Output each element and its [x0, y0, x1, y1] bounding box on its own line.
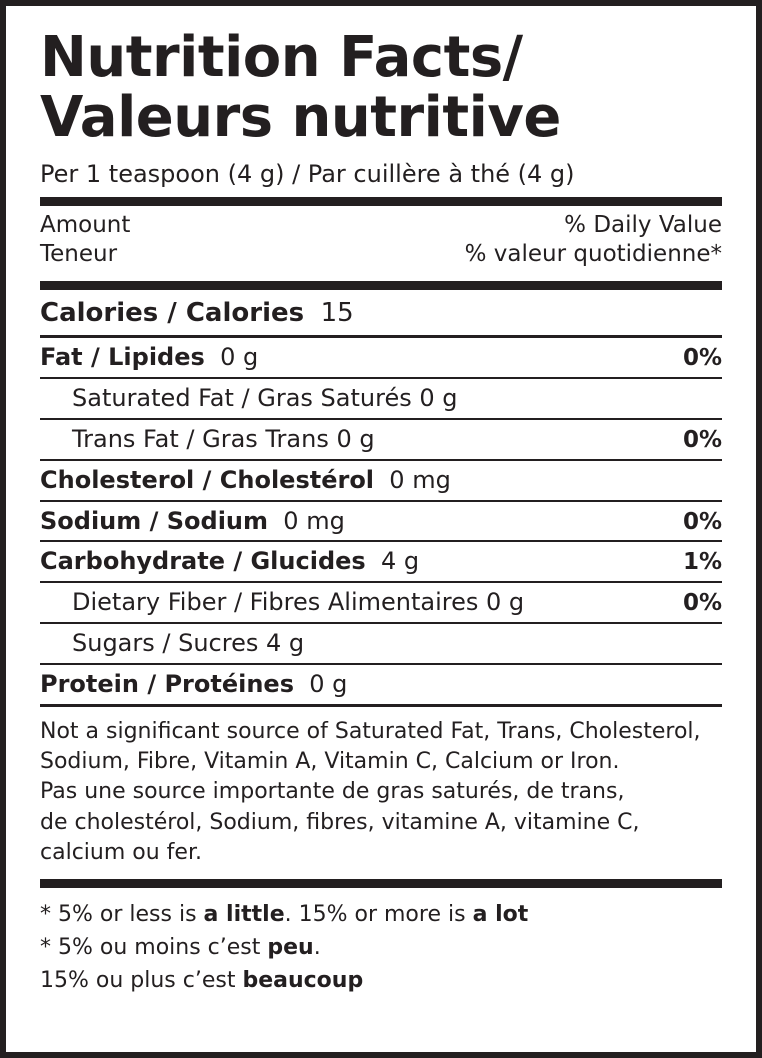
- trans-fat-label: Trans Fat / Gras Trans: [72, 424, 329, 453]
- legend-en-mid: . 15% or more is: [284, 901, 473, 927]
- calories-label: Calories / Calories: [40, 298, 305, 329]
- row-trans-fat: [40, 420, 722, 459]
- header-amount-label: Amount: [40, 211, 131, 238]
- row-fat: [40, 338, 722, 377]
- legend-block: [40, 888, 722, 997]
- legend-en-bold-lot: a lot: [472, 901, 529, 927]
- saturated-fat-amount: 0 g: [419, 384, 458, 413]
- trans-fat-amount: 0 g: [336, 424, 375, 453]
- legend-line-english: [40, 898, 722, 931]
- legend-fr1-pre: * 5% ou moins c’est: [40, 934, 268, 960]
- row-protein: [40, 665, 722, 704]
- legend-en-bold-little: a little: [203, 901, 285, 927]
- sugars-label: Sugars / Sucres: [72, 629, 259, 658]
- legend-fr-bold-beaucoup: beaucoup: [242, 967, 364, 993]
- protein-amount: 0 g: [309, 669, 348, 698]
- legend-fr2-pre: 15% ou plus c’est: [40, 967, 243, 993]
- sodium-amount: 0 mg: [283, 506, 345, 535]
- divider-thick-footer: [40, 879, 722, 888]
- header-daily-value-label-fr: % valeur quotidienne*: [464, 241, 722, 268]
- footnote-fr-line3: calcium ou fer.: [40, 840, 202, 866]
- table-header-english: [40, 206, 722, 240]
- cholesterol-label: Cholesterol / Cholestérol: [40, 465, 375, 494]
- legend-fr-bold-peu: peu: [267, 934, 314, 960]
- divider-thick-top: [40, 197, 722, 206]
- footnote-fr-line1: Pas une source importante de gras saturés, de trans,: [40, 779, 625, 805]
- footnote-en-line1: Not a significant source of Saturated Fat, Trans, Cholesterol,: [40, 718, 701, 744]
- divider-thick-header: [40, 281, 722, 290]
- protein-label: Protein / Protéines: [40, 669, 294, 698]
- header-daily-value-label: % Daily Value: [564, 211, 722, 238]
- page-title: [40, 25, 722, 150]
- carbohydrate-amount: 4 g: [380, 547, 420, 576]
- fat-amount: 0 g: [220, 343, 259, 372]
- saturated-fat-label: Saturated Fat / Gras Saturés: [72, 384, 412, 413]
- carbohydrate-dv: 1%: [682, 549, 722, 576]
- legend-line-french-2: [40, 964, 722, 997]
- row-calories: [40, 290, 722, 335]
- fat-dv: 0%: [682, 345, 722, 372]
- calories-value: 15: [320, 298, 354, 329]
- footnote-fr-line2: de cholestérol, Sodium, fibres, vitamine A, vitamine C,: [40, 809, 640, 835]
- title-line-english: Nutrition Facts/: [40, 25, 523, 90]
- dietary-fiber-dv: 0%: [682, 590, 722, 617]
- row-sodium: [40, 502, 722, 541]
- dietary-fiber-label: Dietary Fiber / Fibres Alimentaires: [72, 588, 479, 617]
- footnote-en-line2: Sodium, Fibre, Vitamin A, Vitamin C, Calcium or Iron.: [40, 749, 620, 775]
- row-cholesterol: [40, 461, 722, 500]
- sodium-dv: 0%: [682, 508, 722, 535]
- sugars-amount: 4 g: [266, 629, 305, 658]
- row-sugars: [40, 624, 722, 663]
- dietary-fiber-amount: 0 g: [486, 588, 525, 617]
- legend-en-pre: * 5% or less is: [40, 901, 204, 927]
- sodium-label: Sodium / Sodium: [40, 506, 269, 535]
- footnote-block: [40, 707, 722, 873]
- carbohydrate-label: Carbohydrate / Glucides: [40, 547, 366, 576]
- row-saturated-fat: [40, 379, 722, 418]
- table-header-french: [40, 239, 722, 275]
- legend-fr1-post: .: [313, 934, 321, 960]
- header-amount-label-fr: Teneur: [40, 241, 118, 268]
- title-line-french: Valeurs nutritive: [40, 84, 561, 150]
- legend-line-french-1: [40, 931, 722, 964]
- cholesterol-amount: 0 mg: [389, 465, 451, 494]
- trans-fat-dv: 0%: [682, 426, 722, 453]
- fat-label: Fat / Lipides: [40, 343, 205, 372]
- row-carbohydrate: [40, 542, 722, 581]
- row-dietary-fiber: [40, 583, 722, 622]
- serving-size: Per 1 teaspoon (4 g) / Par cuillère à thé (4 g): [40, 159, 575, 188]
